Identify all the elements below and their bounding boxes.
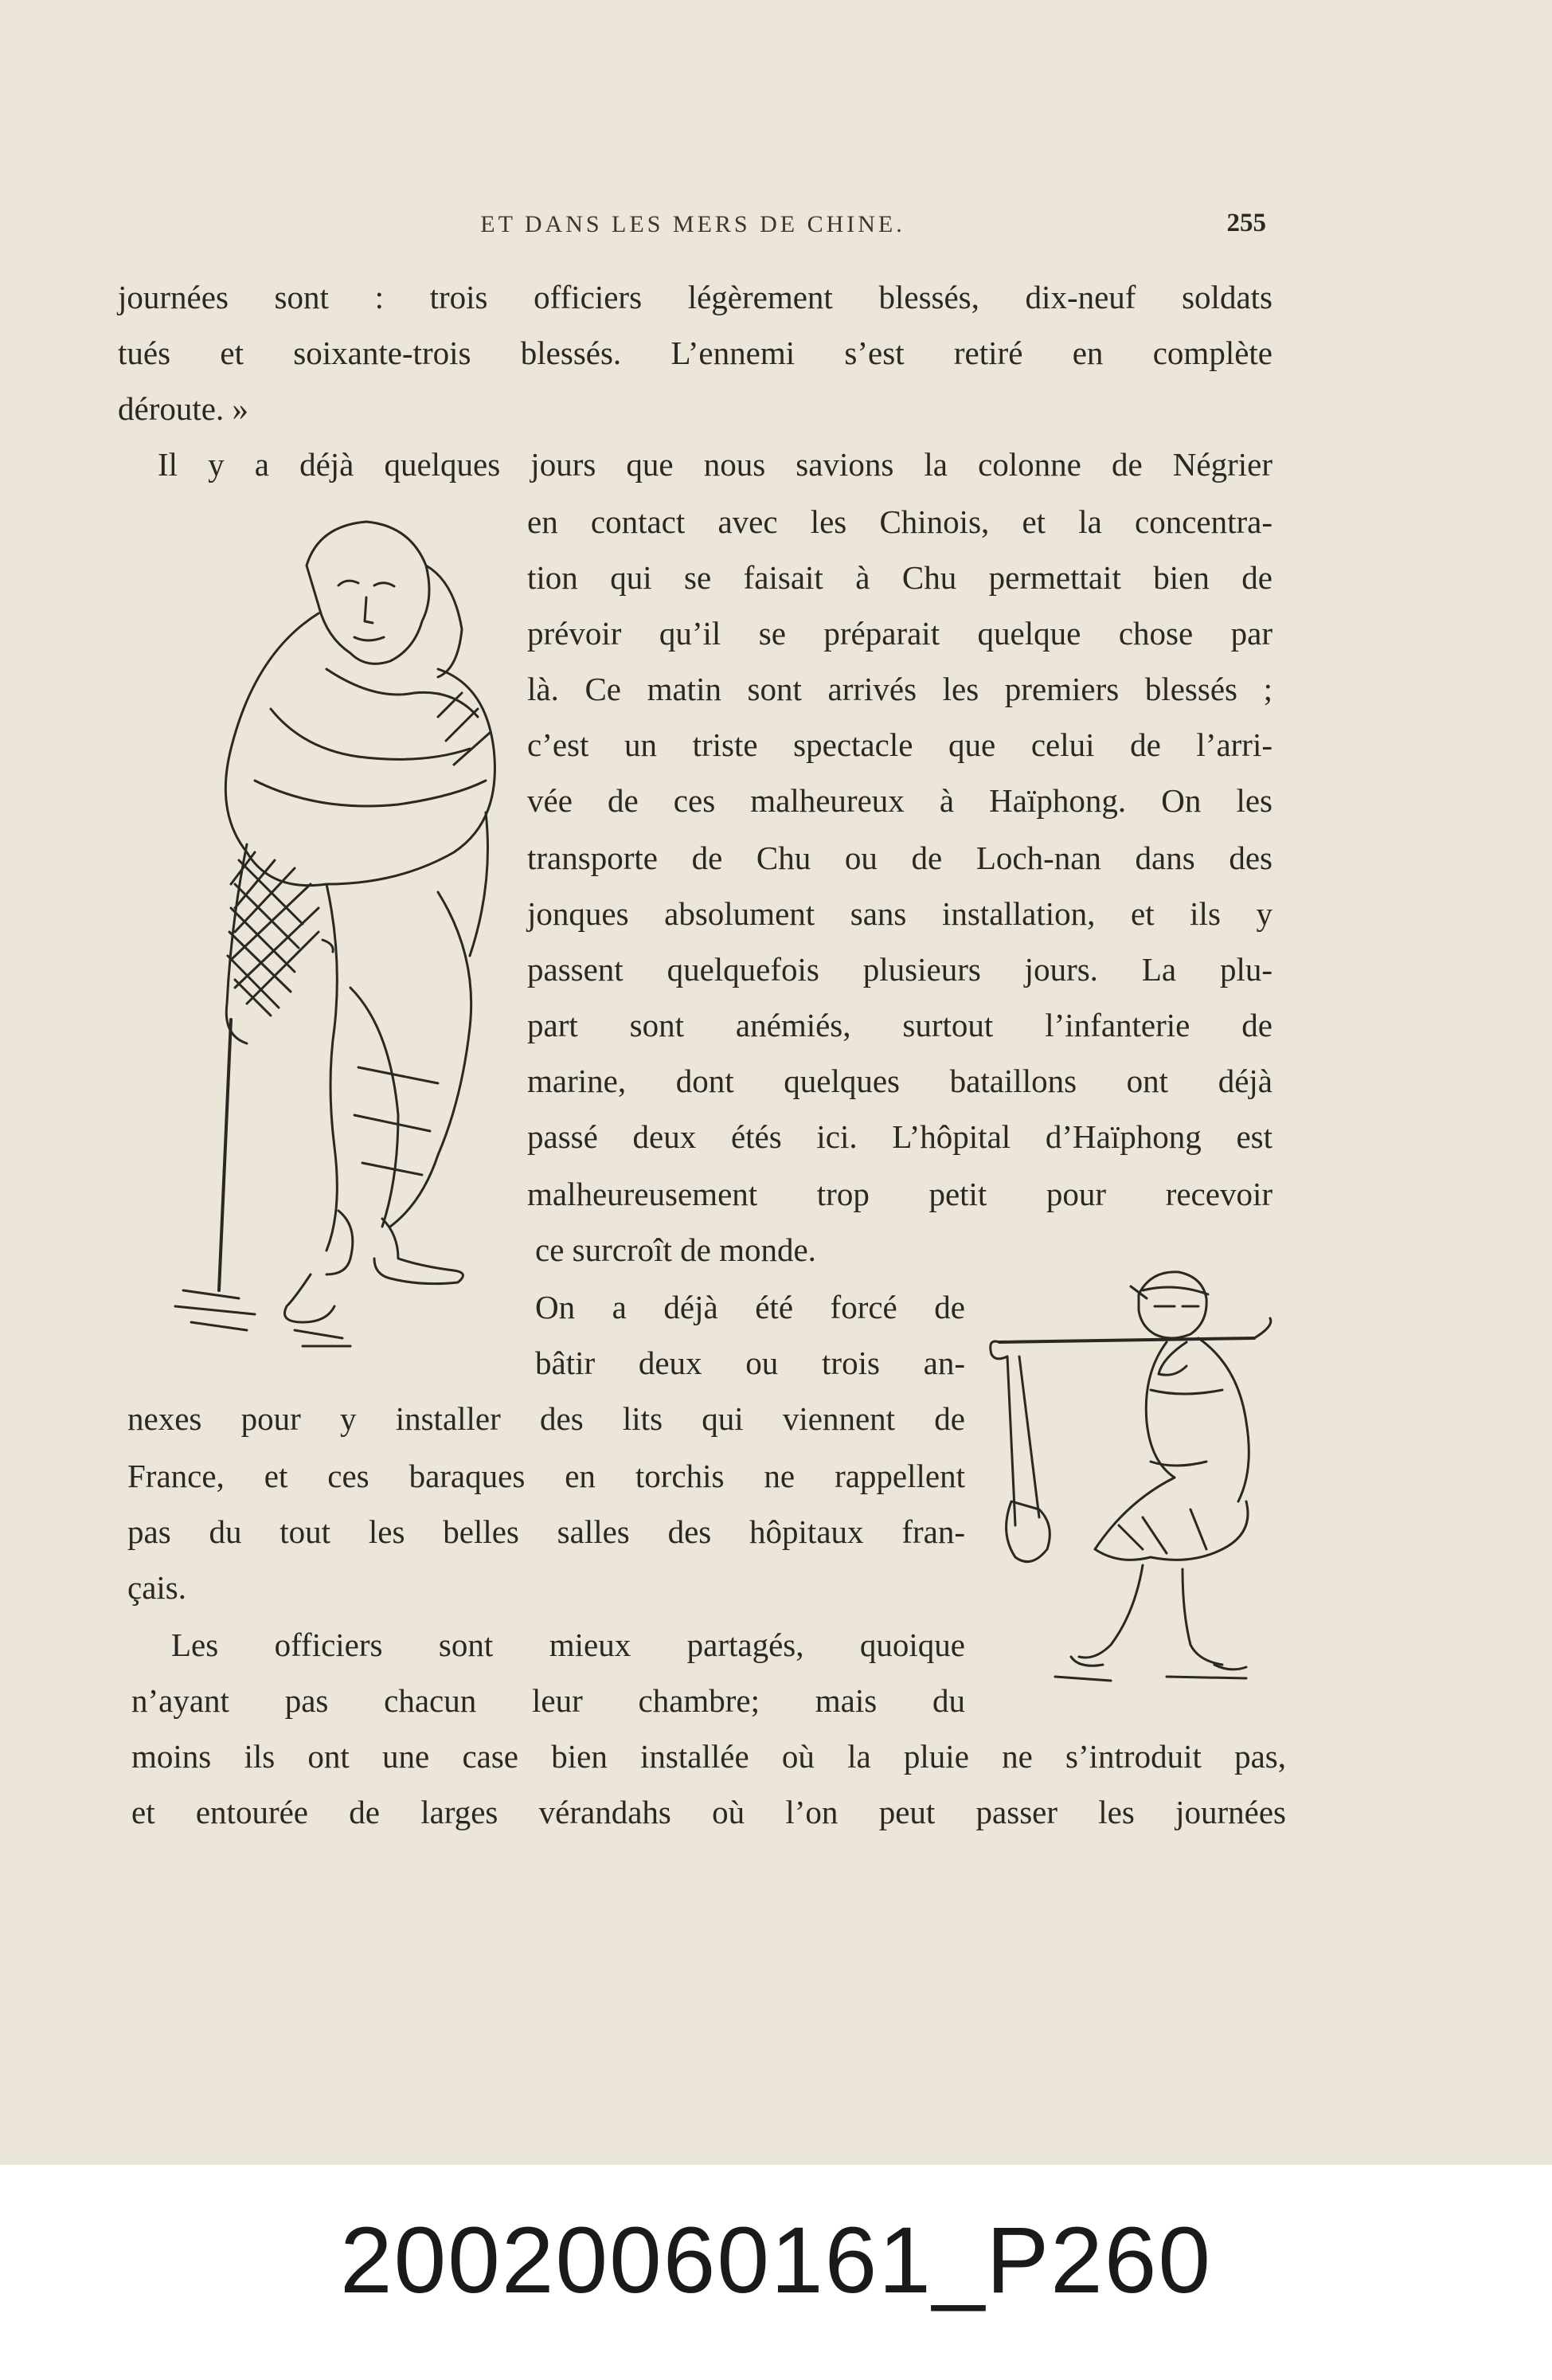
text-line: vée de ces malheureux à Haïphong. On les [527, 782, 1272, 819]
text-line: pas du tout les belles salles des hôpitaux fran- [127, 1513, 965, 1550]
text-line: passé deux étés ici. L’hôpital d’Haïphong est [527, 1118, 1272, 1155]
running-head: ET DANS LES MERS DE CHINE. [480, 211, 905, 237]
text-line: part sont anémiés, surtout l’infanterie de [527, 1007, 1272, 1043]
text-line: Les officiers sont mieux partagés, quoique [171, 1626, 965, 1663]
text-line: ce surcroît de monde. [535, 1231, 816, 1268]
text-line: France, et ces baraques en torchis ne rappellent [127, 1458, 965, 1494]
text-line: prévoir qu’il se préparait quelque chose par [527, 615, 1272, 652]
porter-illustration [983, 1262, 1294, 1740]
text-line: jonques absolument sans installation, et ils y [527, 895, 1272, 932]
text-line: journées sont : trois officiers légèrement blessés, dix-neuf soldats [118, 279, 1272, 315]
text-line: Il y a déjà quelques jours que nous savions la colonne de Négrier [158, 446, 1272, 483]
text-line: c’est un triste spectacle que celui de l’arri- [527, 726, 1272, 763]
text-line: çais. [127, 1569, 186, 1606]
text-line: malheureusement trop petit pour recevoir [527, 1176, 1272, 1212]
text-line: On a déjà été forcé de [535, 1289, 965, 1325]
text-line: bâtir deux ou trois an- [535, 1345, 965, 1381]
text-line: moins ils ont une case bien installée où la pluie ne s’introduit pas, [131, 1738, 1286, 1775]
text-line: marine, dont quelques bataillons ont déjà [527, 1063, 1272, 1099]
text-line: là. Ce matin sont arrivés les premiers blessés ; [527, 671, 1272, 707]
text-line: et entourée de larges vérandahs où l’on peut passer les journées [131, 1794, 1286, 1830]
text-line: tion qui se faisait à Chu permettait bien de [527, 559, 1272, 596]
image-id-caption: 20020060161_P260 [339, 2208, 1213, 2313]
text-line: tués et soixante-trois blessés. L’ennemi s’est retiré en complète [118, 335, 1272, 371]
text-line: déroute. » [118, 390, 248, 427]
page-number: 255 [1226, 209, 1266, 237]
text-line: passent quelquefois plusieurs jours. La plu- [527, 951, 1272, 988]
text-line: transporte de Chu ou de Loch-nan dans des [527, 840, 1272, 876]
standing-figure-illustration [135, 510, 510, 1378]
text-line: n’ayant pas chacun leur chambre; mais du [131, 1682, 965, 1719]
text-line: en contact avec les Chinois, et la concentra- [527, 503, 1272, 540]
text-line: nexes pour y installer des lits qui viennent de [127, 1400, 965, 1437]
